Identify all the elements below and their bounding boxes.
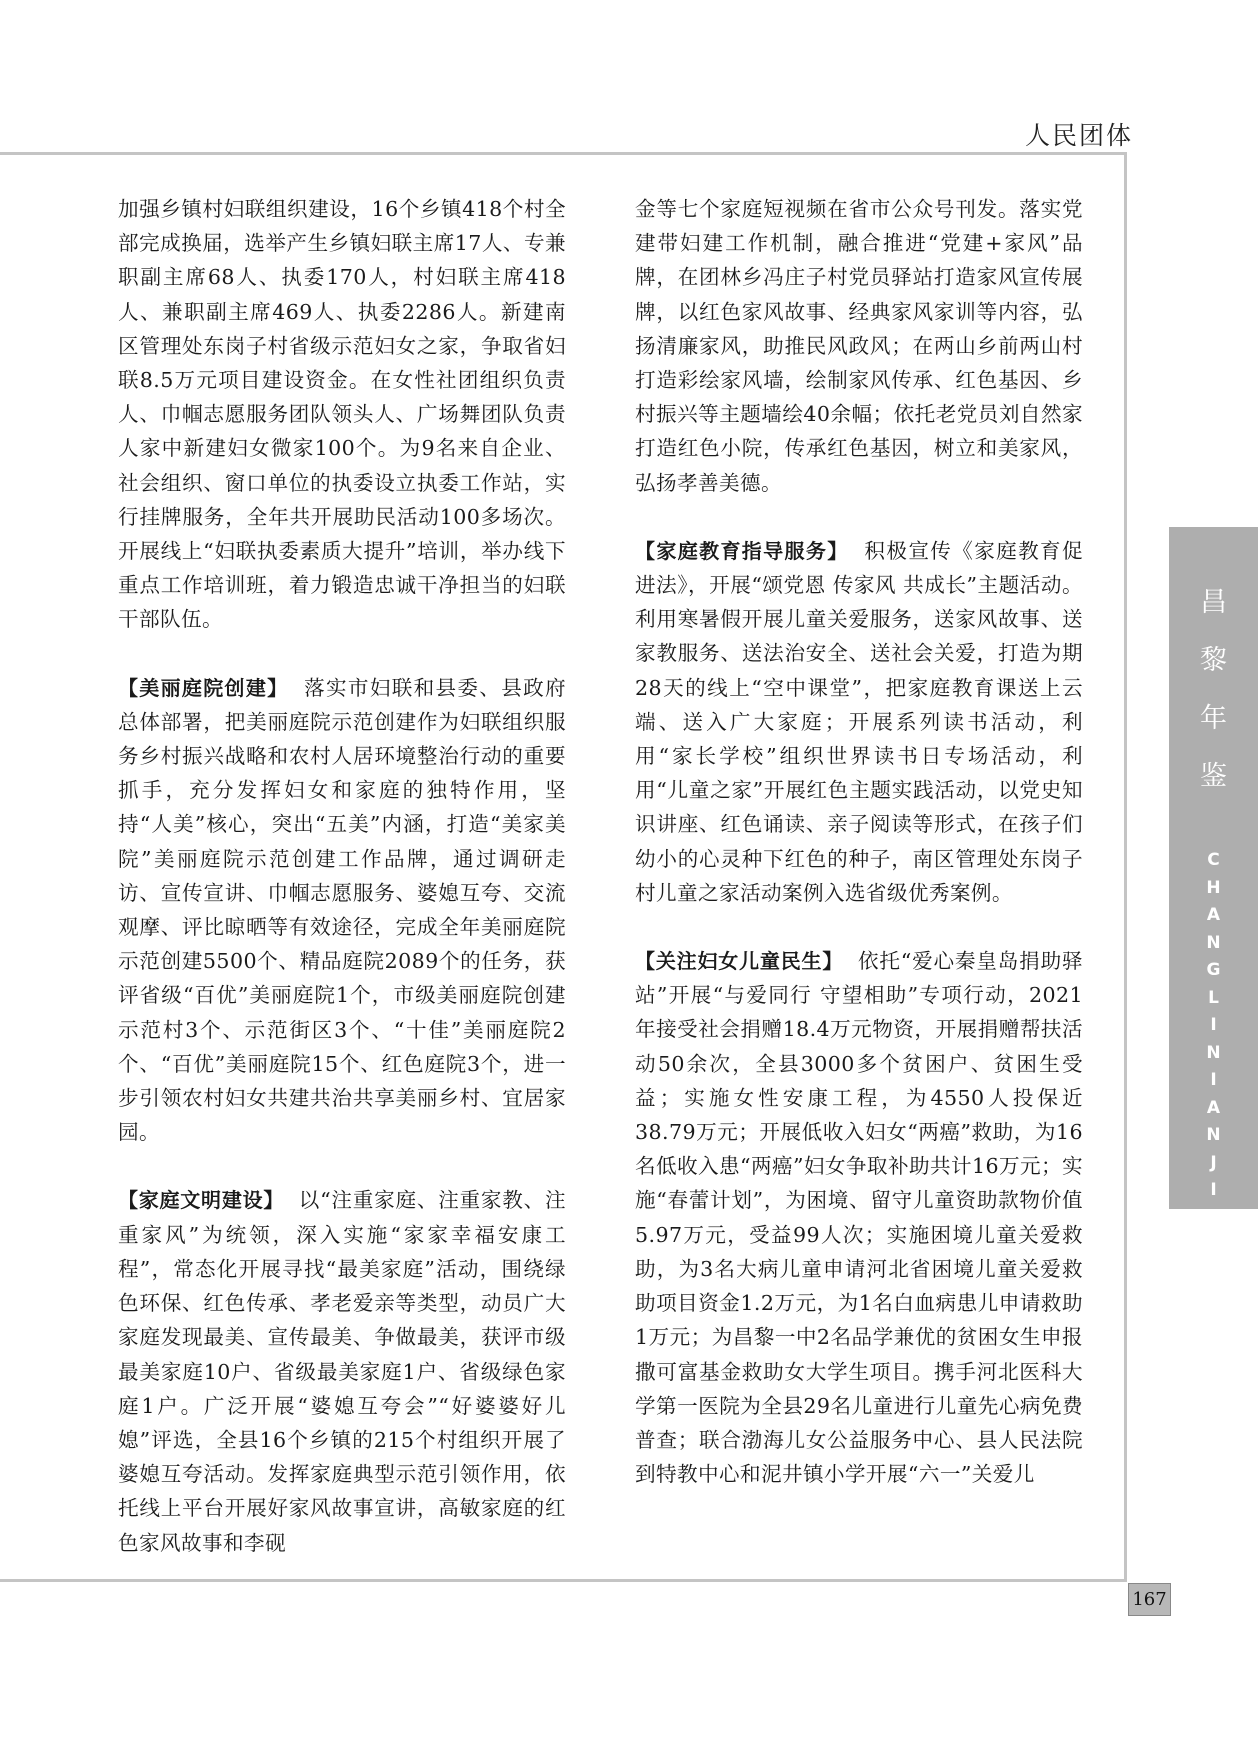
side-letter: I: [1210, 1015, 1217, 1035]
section-heading: 【家庭文明建设】: [118, 1188, 285, 1213]
paragraph: [118, 1183, 566, 1559]
paragraph: [635, 534, 1083, 910]
page-number: 167: [1128, 1583, 1171, 1616]
side-char: 鉴: [1200, 761, 1227, 792]
side-char: 黎: [1200, 645, 1227, 676]
paragraph-text: 依托“爱心秦皇岛捐助驿站”开展“与爱同行 守望相助”专项行动，2021年接受社会捐赠18.4万元物资，开展捐赠帮扶活动50余次，全县3000多个贫困户、贫困生受益；实施女性安康工程，为4550人投保近38.79万元；开展低收入妇女“两癌”救助，为16名低收入患“两癌”妇女争取补助共计16万元；实施“春蕾计划”，为困境、留守儿童资助款物价值5.97万元，受益99人次；实施困境儿童关爱救助，为3名大病儿童申请河北省困境儿童关爱救助项目资金1.2万元，为1名白血病患儿申请救助1万元；为昌黎一中2名品学兼优的贫困女生申报撒可富基金救助女大学生项目。携手河北医科大学第一医院为全县29名儿童进行儿童先心病免费普查；联合渤海儿女公益服务中心、县人民法院到特教中心和泥井镇小学开展“六一”关爱儿: [635, 949, 1083, 1487]
section-heading: 【关注妇女儿童民生】: [635, 949, 844, 974]
paragraph: [635, 944, 1083, 1491]
side-letter: A: [1206, 1097, 1221, 1118]
side-char: 年: [1200, 703, 1227, 734]
paragraph: [635, 192, 1083, 500]
side-letter: N: [1206, 1235, 1221, 1255]
left-column: [118, 192, 566, 1594]
paragraph-text: 以“注重家庭、注重家教、注重家风”为统领，深入实施“家家幸福安康工程”，常态化开展寻找“最美家庭”活动，围绕绿色环保、红色传承、孝老爱亲等类型，动员广大家庭发现最美、宣传最美、争做最美，获评市级最美家庭10户、省级最美家庭1户、省级绿色家庭1户。广泛开展“婆媳互夸会”“好婆婆好儿媳”评选，全县16个乡镇的215个村组织开展了婆媳互夸活动。发挥家庭典型示范引领作用，依托线上平台开展好家风故事宣讲，高敏家庭的红色家风故事和李砚: [118, 1188, 566, 1555]
section-heading: 【家庭教育指导服务】: [635, 538, 849, 563]
right-column: [635, 192, 1083, 1525]
side-letter: I: [1210, 1180, 1217, 1200]
paragraph-text: 加强乡镇村妇联组织建设，16个乡镇418个村全部完成换届，选举产生乡镇妇联主席17人、专兼职副主席68人、执委170人，村妇联主席418人、兼职副主席469人、执委2286人。新建南区管理处东岗子村省级示范妇女之家，争取省妇联8.5万元项目建设资金。在女性社团组织负责人、巾帼志愿服务团队领头人、广场舞团队负责人家中新建妇女微家100个。为9名来自企业、社会组织、窗口单位的执委设立执委工作站，实行挂牌服务，全年共开展助民活动100多场次。开展线上“妇联执委素质大提升”培训，举办线下重点工作培训班，着力锻造忠诚干净担当的妇联干部队伍。: [118, 197, 566, 632]
paragraph-text: 积极宣传《家庭教育促进法》，开展“颂党恩 传家风 共成长”主题活动。利用寒暑假开展儿童关爱服务，送家风故事、送家教服务、送法治安全、送社会关爱，打造为期28天的线上“空中课堂”，把家庭教育课送上云端、送入广大家庭；开展系列读书活动，利用“家长学校”组织世界读书日专场活动，利用“儿童之家”开展红色主题实践活动，以党史知识讲座、红色诵读、亲子阅读等形式，在孩子们幼小的心灵种下红色的种子，南区管理处东岗子村儿童之家活动案例入选省级优秀案例。: [635, 538, 1083, 905]
side-letter: J: [1210, 1152, 1217, 1173]
side-tab: [1169, 527, 1258, 1255]
side-char: 昌: [1200, 587, 1227, 618]
side-letter: L: [1208, 987, 1219, 1008]
frame-right-rule: [1124, 152, 1127, 1582]
paragraph-text: 金等七个家庭短视频在省市公众号刊发。落实党建带妇建工作机制，融合推进“党建+家风”品牌，在团林乡冯庄子村党员驿站打造家风宣传展牌，以红色家风故事、经典家风家训等内容，弘扬清廉家风，助推民风政风；在两山乡前两山村打造彩绘家风墙，绘制家风传承、红色基因、乡村振兴等主题墙绘40余幅；依托老党员刘自然家打造红色小院，传承红色基因，树立和美家风，弘扬孝善美德。: [635, 197, 1083, 495]
side-letter: N: [1206, 932, 1221, 953]
paragraph: [118, 671, 566, 1150]
section-title: 人民团体: [1025, 121, 1134, 150]
side-letter: A: [1206, 1207, 1221, 1228]
side-letter: N: [1206, 1042, 1221, 1063]
frame-top-rule: [0, 152, 1127, 155]
side-letter: A: [1206, 905, 1221, 925]
side-tab-title-en: [1169, 847, 1258, 1260]
side-letter: H: [1206, 877, 1221, 898]
section-heading: 【美丽庭院创建】: [118, 675, 289, 700]
side-letter: I: [1210, 1070, 1217, 1090]
side-letter: G: [1206, 960, 1221, 980]
side-letter: N: [1206, 1125, 1221, 1145]
side-tab-title-cn: [1169, 587, 1258, 793]
paragraph: [118, 192, 566, 637]
side-letter: C: [1207, 850, 1220, 870]
paragraph-text: 落实市妇联和县委、县政府总体部署，把美丽庭院示范创建作为妇联组织服务乡村振兴战略和农村人居环境整治行动的重要抓手，充分发挥妇女和家庭的独特作用，坚持“人美”核心，突出“五美”内涵，打造“美家美院”美丽庭院示范创建工作品牌，通过调研走访、宣传宣讲、巾帼志愿服务、婆媳互夸、交流观摩、评比晾晒等有效途径，完成全年美丽庭院示范创建5500个、精品庭院2089个的任务，获评省级“百优”美丽庭院1个，市级美丽庭院创建示范村3个、示范街区3个、“十佳”美丽庭院2个、“百优”美丽庭院15个、红色庭院3个，进一步引领农村妇女共建共治共享美丽乡村、宜居家园。: [118, 675, 566, 1145]
